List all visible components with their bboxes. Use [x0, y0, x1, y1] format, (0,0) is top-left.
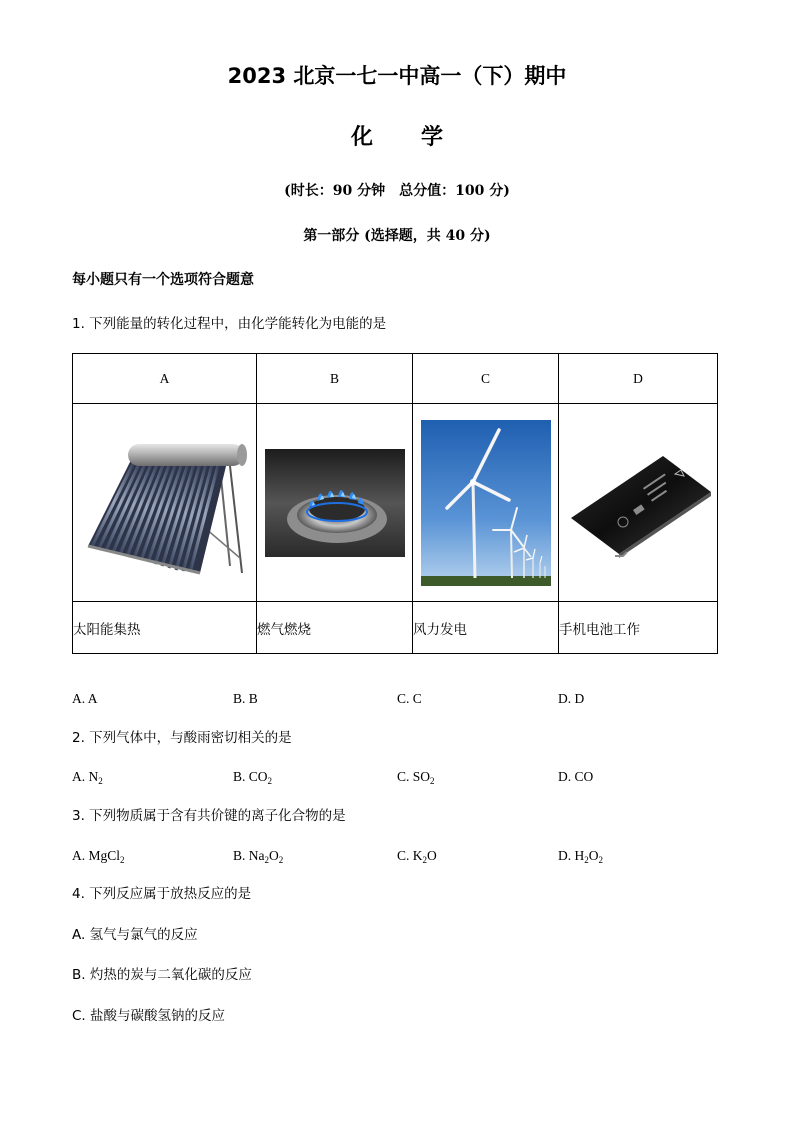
subject-title [0, 122, 794, 154]
q3-option-b[interactable]: B. $Na_2O_2$ [233, 848, 284, 865]
phone-battery-image-cell [559, 404, 718, 602]
q2-option-b[interactable]: B. $CO_2$ [233, 769, 273, 786]
subject-char-2: 学 [421, 125, 444, 150]
q1-option-b[interactable]: B. B [233, 691, 258, 706]
solar-heater-image-cell [73, 404, 257, 602]
question-3-stem: 3. 下列物质属于含有共价键的离子化合物的是 [72, 808, 346, 824]
subject-char-1: 化 [350, 125, 373, 150]
q1-option-c[interactable]: C. C [397, 691, 422, 706]
column-header-d: D [559, 354, 718, 404]
question-1-options [72, 688, 732, 710]
wind-turbines-image [421, 420, 551, 586]
q3-option-a[interactable]: A. MgCl$_2$ [72, 848, 125, 865]
gas-stove-image-cell [257, 404, 413, 602]
q4-option-c[interactable]: C. 盐酸与碳酸氢钠的反应 [72, 1008, 226, 1024]
caption-a: 太阳能集热 [73, 602, 257, 654]
q3-option-c[interactable]: C. $K_2O$ [397, 848, 437, 865]
gas-stove-flame-image [265, 449, 405, 557]
q3-option-d[interactable]: D. $H_2O_2$ [558, 848, 603, 865]
exam-title: 2023 北京一七一中高一（下）期中 [227, 64, 567, 88]
question-4-stem: 4. 下列反应属于放热反应的是 [72, 886, 252, 902]
q4-option-b[interactable]: B. 灼热的炭与二氧化碳的反应 [72, 967, 252, 983]
wind-turbine-image-cell [413, 404, 559, 602]
question-2-options [72, 766, 732, 788]
q2-option-a[interactable]: A. $N_2$ [72, 769, 103, 786]
question-1-stem: 1. 下列能量的转化过程中，由化学能转化为电能的是 [72, 316, 387, 332]
solar-water-heater-image [80, 428, 250, 578]
q2-option-d[interactable]: D. CO [558, 769, 594, 784]
question-1-table [72, 353, 718, 654]
q4-option-a[interactable]: A. 氢气与氯气的反应 [72, 927, 198, 943]
q1-option-a[interactable]: A. A [72, 691, 98, 706]
caption-b: 燃气燃烧 [257, 602, 413, 654]
phone-battery-image [563, 448, 713, 558]
instruction-text: 每小题只有一个选项符合题意 [72, 272, 254, 288]
question-3-options [72, 845, 732, 867]
column-header-b: B [257, 354, 413, 404]
column-header-a: A [73, 354, 257, 404]
question-2-stem: 2. 下列气体中，与酸雨密切相关的是 [72, 730, 292, 746]
section-heading: 第一部分 (选择题，共 40 分) [303, 228, 491, 244]
q2-option-c[interactable]: C. $SO_2$ [397, 769, 435, 786]
caption-c: 风力发电 [413, 602, 559, 654]
q1-option-d[interactable]: D. D [558, 691, 585, 706]
caption-d: 手机电池工作 [559, 602, 718, 654]
exam-meta: (时长：90 分钟 总分值：100 分) [284, 183, 510, 199]
column-header-c: C [413, 354, 559, 404]
